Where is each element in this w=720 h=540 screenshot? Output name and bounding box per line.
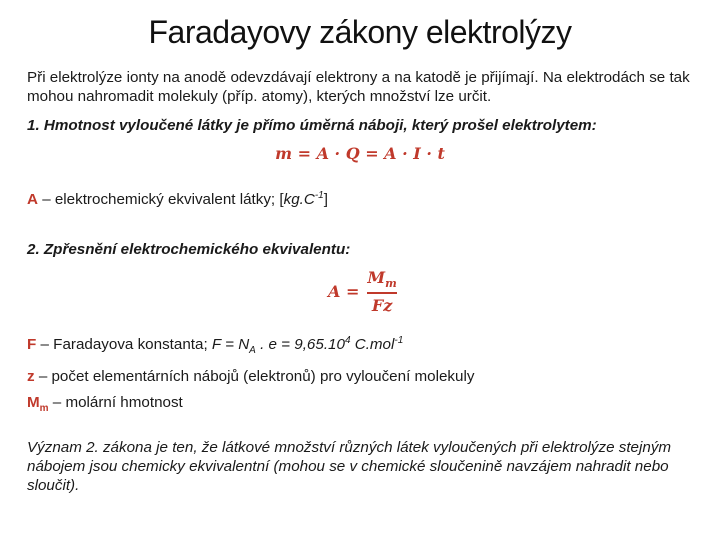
fraction-numerator <box>365 268 398 292</box>
equation-lhs: A = <box>328 281 360 301</box>
definition-mm-text: – molární hmotnost <box>48 394 183 412</box>
intro-paragraph: Při elektrolýze ionty na anodě odevzdávají elektrony a na katodě je přijímají. Na elektrodách se tak mohou nahromadit molekuly (příp. atomy), kterých množství lze určit. <box>27 69 690 105</box>
significance-note: Význam 2. zákona je ten, že látkové množství různých látek vyloučených při elektrolýze stejným nábojem jsou chemicky ekvivalentní (mohou se v chemické sloučenině navzájem nahradit nebo sloučit). <box>27 439 672 494</box>
definition-mm <box>27 390 697 422</box>
definition-a-text: – elektrochemický ekvivalent látky; [ <box>37 191 284 209</box>
second-law-statement: 2. Zpřesnění elektrochemického ekvivalentu: <box>27 241 351 258</box>
symbol-mm-subscript: m <box>39 403 49 415</box>
definition-a <box>27 186 697 209</box>
definition-z-text: – počet elementárních nábojů (elektronů) pro vyloučení molekuly <box>34 368 475 386</box>
unit-a-exponent: -1 <box>314 190 324 201</box>
numerator-subscript: m <box>385 277 397 291</box>
formula-f-exponent: 4 <box>344 335 351 346</box>
formula-f-subscript: A <box>249 345 256 357</box>
symbol-f: F <box>27 336 37 354</box>
symbol-z: z <box>27 368 35 386</box>
first-law-statement: 1. Hmotnost vyloučené látky je přímo úměrná náboji, který prošel elektrolytem: <box>27 117 597 134</box>
definition-f-text: – Faradayova konstanta; <box>36 336 212 354</box>
unit-f-base: C.mol <box>350 336 395 354</box>
numerator-symbol: M <box>367 268 386 287</box>
unit-f-exponent: -1 <box>394 335 404 346</box>
fraction <box>365 268 398 315</box>
first-law-equation: m = A · Q = A · I · t <box>275 144 445 163</box>
second-law-equation <box>328 268 399 315</box>
definitions-list <box>27 328 697 422</box>
fraction-denominator: Fz <box>371 295 393 315</box>
formula-f-mid: . e = 9,65.10 <box>255 336 345 354</box>
unit-a-base: kg.C <box>283 191 315 209</box>
symbol-mm: M <box>27 394 40 412</box>
definition-z <box>27 364 697 390</box>
unit-a-close: ] <box>323 191 328 209</box>
symbol-a: A <box>27 191 38 209</box>
formula-f-start: F = N <box>211 336 250 354</box>
slide-title: Faradayovy zákony elektrolýzy <box>148 14 572 50</box>
definition-f <box>27 328 697 364</box>
